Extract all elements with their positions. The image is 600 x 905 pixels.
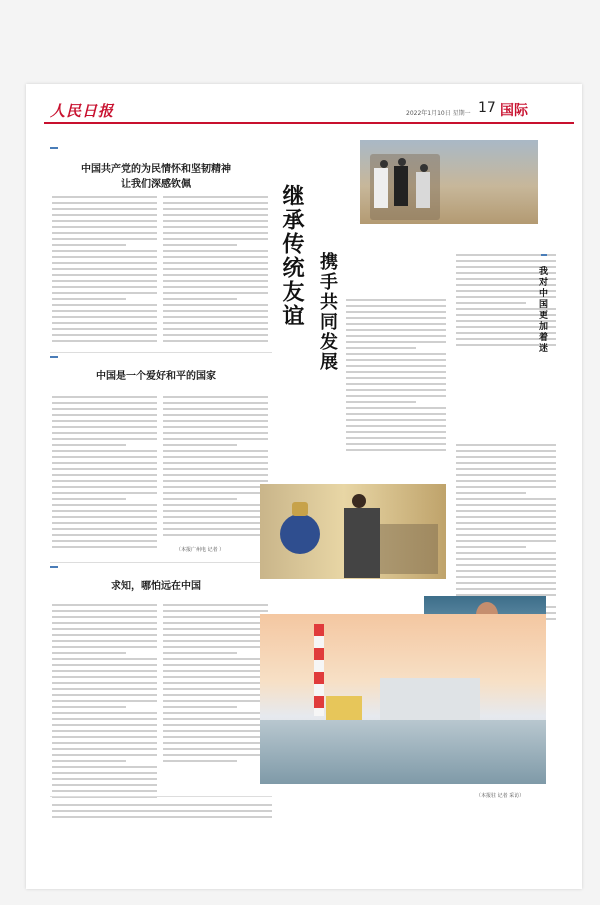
text-line bbox=[52, 546, 157, 548]
text-line bbox=[52, 688, 157, 690]
text-line bbox=[163, 208, 268, 210]
divider bbox=[50, 796, 272, 797]
text-line bbox=[346, 299, 446, 301]
text-line bbox=[163, 634, 268, 636]
feature-headline-2: 携手共同发展 bbox=[317, 252, 338, 372]
feature-intro-text bbox=[346, 299, 446, 459]
text-line bbox=[163, 268, 268, 270]
sidebar-title: 我对中国更加着迷 bbox=[537, 266, 547, 354]
text-line bbox=[52, 316, 157, 318]
text-line bbox=[52, 510, 157, 512]
text-line bbox=[163, 498, 237, 500]
newspaper-page bbox=[26, 84, 582, 889]
text-line bbox=[52, 244, 126, 246]
text-line bbox=[163, 226, 268, 228]
text-line bbox=[163, 652, 237, 654]
text-line bbox=[52, 274, 157, 276]
text-line bbox=[346, 371, 446, 373]
text-line bbox=[52, 664, 157, 666]
text-line bbox=[346, 431, 446, 433]
text-line bbox=[163, 682, 268, 684]
text-line bbox=[163, 334, 268, 336]
text-line bbox=[52, 504, 157, 506]
text-line bbox=[52, 540, 157, 542]
text-line bbox=[163, 456, 268, 458]
text-line bbox=[52, 528, 157, 530]
text-line bbox=[52, 652, 126, 654]
text-line bbox=[163, 444, 237, 446]
text-line bbox=[163, 748, 268, 750]
text-line bbox=[163, 220, 268, 222]
article-3-column-1 bbox=[52, 604, 157, 804]
sidebar-tag bbox=[541, 254, 547, 256]
text-line bbox=[346, 311, 446, 313]
article-3-column-2 bbox=[163, 604, 268, 769]
text-line bbox=[52, 522, 157, 524]
text-line bbox=[52, 498, 126, 500]
text-line bbox=[52, 670, 157, 672]
text-line bbox=[456, 510, 556, 512]
text-line bbox=[346, 305, 446, 307]
text-line bbox=[163, 516, 268, 518]
text-line bbox=[52, 616, 157, 618]
text-line bbox=[163, 712, 268, 714]
text-line bbox=[52, 810, 272, 812]
text-line bbox=[346, 359, 446, 361]
text-line bbox=[52, 250, 157, 252]
text-line bbox=[346, 425, 446, 427]
text-line bbox=[456, 540, 556, 542]
text-line bbox=[52, 754, 157, 756]
text-line bbox=[346, 443, 446, 445]
text-line bbox=[163, 664, 268, 666]
masthead-logo: 人民日报 bbox=[50, 102, 115, 120]
bottom-notes bbox=[52, 804, 272, 824]
text-line bbox=[346, 377, 446, 379]
feature-headline-1: 继承传统友谊 bbox=[279, 184, 304, 328]
text-line bbox=[52, 232, 157, 234]
text-line bbox=[52, 432, 157, 434]
text-line bbox=[52, 426, 157, 428]
text-line bbox=[52, 310, 157, 312]
text-line bbox=[52, 682, 157, 684]
text-line bbox=[163, 450, 268, 452]
text-line bbox=[52, 640, 157, 642]
text-line bbox=[456, 444, 556, 446]
text-line bbox=[52, 298, 126, 300]
text-line bbox=[163, 468, 268, 470]
text-line bbox=[52, 286, 157, 288]
text-line bbox=[346, 407, 446, 409]
text-line bbox=[456, 516, 556, 518]
text-line bbox=[346, 335, 446, 337]
text-line bbox=[52, 622, 157, 624]
feature-footer-note: （本报驻 记者 采访） bbox=[476, 793, 525, 799]
text-line bbox=[163, 292, 268, 294]
text-line bbox=[52, 468, 157, 470]
article-1-column-2 bbox=[163, 196, 268, 346]
text-line bbox=[163, 534, 268, 536]
article-1-title-line1: 中国共产党的为民情怀和坚韧精神 bbox=[81, 164, 231, 175]
text-line bbox=[346, 389, 446, 391]
text-line bbox=[52, 474, 157, 476]
text-line bbox=[163, 522, 268, 524]
text-line bbox=[346, 449, 446, 451]
article-3-title: 求知，哪怕远在中国 bbox=[111, 581, 201, 592]
text-line bbox=[346, 365, 446, 367]
text-line bbox=[163, 724, 268, 726]
text-line bbox=[163, 316, 268, 318]
text-line bbox=[163, 274, 268, 276]
text-line bbox=[52, 480, 157, 482]
text-line bbox=[163, 426, 268, 428]
text-line bbox=[163, 706, 237, 708]
article-2-note: （本报广州电 记者 ） bbox=[176, 547, 225, 553]
text-line bbox=[52, 610, 157, 612]
text-line bbox=[163, 328, 268, 330]
text-line bbox=[52, 408, 157, 410]
article-1-column-1 bbox=[52, 196, 157, 346]
text-line bbox=[163, 214, 268, 216]
text-line bbox=[456, 480, 556, 482]
text-line bbox=[456, 450, 556, 452]
text-line bbox=[346, 419, 446, 421]
text-line bbox=[163, 396, 268, 398]
text-line bbox=[163, 340, 268, 342]
text-line bbox=[52, 402, 157, 404]
text-line bbox=[163, 492, 268, 494]
text-line bbox=[52, 694, 157, 696]
text-line bbox=[346, 317, 446, 319]
text-line bbox=[456, 552, 556, 554]
text-line bbox=[52, 444, 126, 446]
text-line bbox=[163, 754, 268, 756]
text-line bbox=[163, 670, 268, 672]
text-line bbox=[456, 492, 526, 494]
text-line bbox=[456, 498, 556, 500]
text-line bbox=[456, 486, 556, 488]
text-line bbox=[163, 196, 268, 198]
text-line bbox=[52, 516, 157, 518]
text-line bbox=[52, 730, 157, 732]
text-line bbox=[52, 450, 157, 452]
text-line bbox=[52, 718, 157, 720]
text-line bbox=[52, 292, 157, 294]
text-line bbox=[456, 582, 556, 584]
text-line bbox=[346, 413, 446, 415]
text-line bbox=[346, 383, 446, 385]
text-line bbox=[163, 250, 268, 252]
text-line bbox=[52, 634, 157, 636]
text-line bbox=[52, 706, 126, 708]
text-line bbox=[346, 341, 446, 343]
text-line bbox=[346, 437, 446, 439]
text-line bbox=[52, 778, 157, 780]
text-line bbox=[52, 268, 157, 270]
text-line bbox=[163, 742, 268, 744]
divider bbox=[50, 562, 272, 563]
text-line bbox=[52, 766, 157, 768]
text-line bbox=[163, 304, 268, 306]
text-line bbox=[163, 640, 268, 642]
text-line bbox=[163, 736, 268, 738]
text-line bbox=[52, 790, 157, 792]
text-line bbox=[456, 528, 556, 530]
text-line bbox=[163, 432, 268, 434]
text-line bbox=[52, 420, 157, 422]
text-line bbox=[52, 736, 157, 738]
text-line bbox=[163, 528, 268, 530]
text-line bbox=[163, 462, 268, 464]
text-line bbox=[52, 340, 157, 342]
text-line bbox=[456, 260, 556, 262]
text-line bbox=[52, 226, 157, 228]
text-line bbox=[163, 420, 268, 422]
text-line bbox=[52, 486, 157, 488]
text-line bbox=[163, 622, 268, 624]
text-line bbox=[52, 214, 157, 216]
text-line bbox=[52, 414, 157, 416]
text-line bbox=[52, 534, 157, 536]
text-line bbox=[163, 504, 268, 506]
text-line bbox=[163, 510, 268, 512]
text-line bbox=[163, 480, 268, 482]
text-line bbox=[456, 576, 556, 578]
text-line bbox=[52, 772, 157, 774]
text-line bbox=[52, 238, 157, 240]
article-1-title-line2: 让我们深感钦佩 bbox=[121, 179, 191, 190]
text-line bbox=[163, 658, 268, 660]
text-line bbox=[52, 462, 157, 464]
text-line bbox=[52, 658, 157, 660]
text-line bbox=[163, 616, 268, 618]
text-line bbox=[52, 712, 157, 714]
text-line bbox=[456, 564, 556, 566]
article-2-column-1 bbox=[52, 396, 157, 556]
text-line bbox=[456, 522, 556, 524]
text-line bbox=[52, 456, 157, 458]
text-line bbox=[163, 694, 268, 696]
text-line bbox=[163, 676, 268, 678]
text-line bbox=[52, 784, 157, 786]
text-line bbox=[163, 310, 268, 312]
text-line bbox=[346, 347, 416, 349]
text-line bbox=[52, 202, 157, 204]
text-line bbox=[52, 748, 157, 750]
text-line bbox=[163, 730, 268, 732]
text-line bbox=[163, 298, 237, 300]
text-line bbox=[52, 760, 126, 762]
text-line bbox=[346, 401, 416, 403]
text-line bbox=[52, 196, 157, 198]
divider bbox=[50, 352, 272, 353]
photo-artisan-kettle bbox=[260, 484, 446, 579]
text-line bbox=[52, 628, 157, 630]
article-2-tag bbox=[50, 356, 58, 358]
text-line bbox=[52, 280, 157, 282]
text-line bbox=[52, 256, 157, 258]
text-line bbox=[52, 328, 157, 330]
text-line bbox=[163, 256, 268, 258]
text-line bbox=[163, 610, 268, 612]
text-line bbox=[163, 718, 268, 720]
text-line bbox=[456, 474, 556, 476]
text-line bbox=[52, 742, 157, 744]
text-line bbox=[346, 329, 446, 331]
text-line bbox=[346, 353, 446, 355]
text-line bbox=[52, 438, 157, 440]
text-line bbox=[456, 504, 556, 506]
article-2-title: 中国是一个爱好和平的国家 bbox=[96, 371, 216, 382]
text-line bbox=[163, 286, 268, 288]
text-line bbox=[52, 816, 272, 818]
text-line bbox=[163, 408, 268, 410]
text-line bbox=[52, 492, 157, 494]
article-2-column-2 bbox=[163, 396, 268, 541]
text-line bbox=[346, 323, 446, 325]
text-line bbox=[52, 604, 157, 606]
text-line bbox=[456, 558, 556, 560]
text-line bbox=[163, 628, 268, 630]
text-line bbox=[163, 232, 268, 234]
text-line bbox=[456, 468, 556, 470]
text-line bbox=[52, 646, 157, 648]
photo-power-plant bbox=[260, 614, 546, 784]
text-line bbox=[456, 570, 556, 572]
section-name: 国际 bbox=[500, 103, 528, 119]
text-line bbox=[163, 688, 268, 690]
text-line bbox=[163, 280, 268, 282]
text-line bbox=[52, 322, 157, 324]
text-line bbox=[52, 804, 272, 806]
text-line bbox=[163, 700, 268, 702]
text-line bbox=[163, 760, 237, 762]
text-line bbox=[52, 724, 157, 726]
text-line bbox=[52, 262, 157, 264]
text-line bbox=[52, 304, 157, 306]
text-line bbox=[456, 546, 526, 548]
text-line bbox=[346, 395, 446, 397]
text-line bbox=[163, 604, 268, 606]
text-line bbox=[52, 676, 157, 678]
text-line bbox=[163, 646, 268, 648]
text-line bbox=[163, 474, 268, 476]
text-line bbox=[163, 414, 268, 416]
text-line bbox=[163, 322, 268, 324]
text-line bbox=[52, 208, 157, 210]
article-1-tag bbox=[50, 147, 58, 149]
text-line bbox=[163, 202, 268, 204]
masthead-rule bbox=[44, 122, 574, 124]
text-line bbox=[52, 220, 157, 222]
text-line bbox=[163, 262, 268, 264]
page-number: 17 bbox=[478, 100, 496, 116]
photo-desert-group bbox=[360, 140, 538, 224]
text-line bbox=[456, 456, 556, 458]
text-line bbox=[163, 244, 237, 246]
text-line bbox=[163, 438, 268, 440]
text-line bbox=[163, 402, 268, 404]
text-line bbox=[456, 462, 556, 464]
article-3-tag bbox=[50, 566, 58, 568]
text-line bbox=[163, 486, 268, 488]
text-line bbox=[456, 588, 556, 590]
text-line bbox=[52, 700, 157, 702]
issue-date: 2022年1月10日 星期一 bbox=[406, 110, 471, 117]
text-line bbox=[456, 534, 556, 536]
text-line bbox=[52, 334, 157, 336]
text-line bbox=[163, 238, 268, 240]
text-line bbox=[456, 302, 526, 304]
text-line bbox=[52, 396, 157, 398]
